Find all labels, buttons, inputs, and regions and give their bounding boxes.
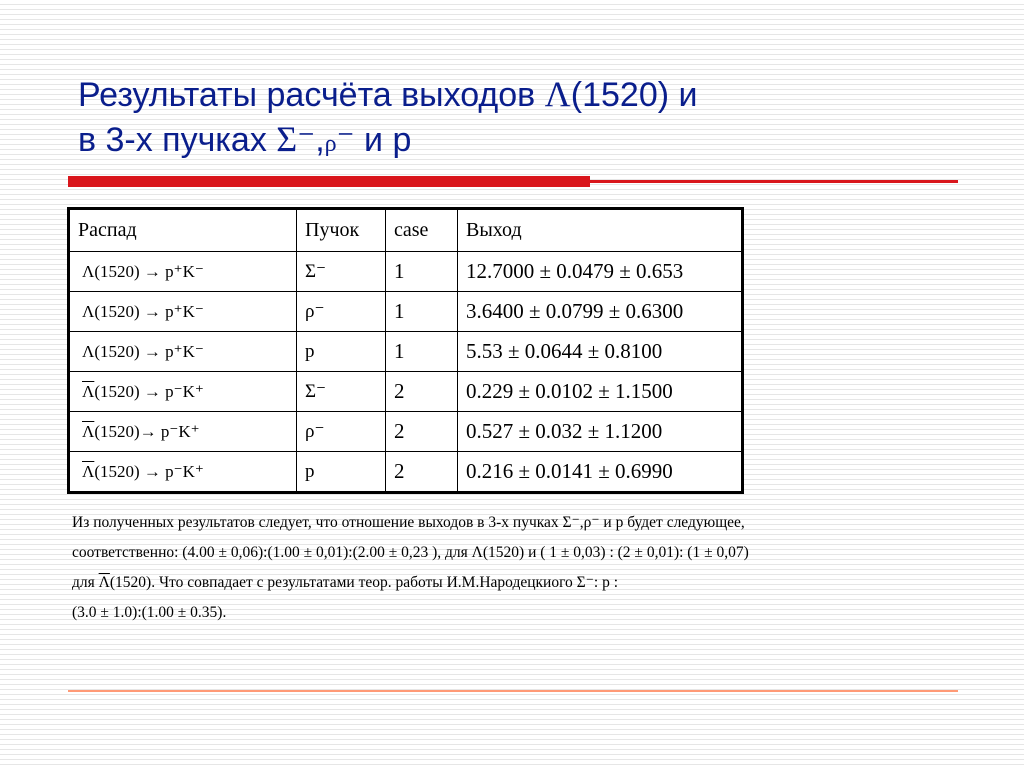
yield-cell: 12.7000 ± 0.0479 ± 0.653 xyxy=(458,252,743,292)
table-row xyxy=(69,252,743,292)
table-row xyxy=(69,332,743,372)
decay-cell: Λ(1520) → p⁺K⁻ xyxy=(69,292,297,332)
header-decay: Распад xyxy=(69,209,297,252)
table-header-row xyxy=(69,209,743,252)
antilambda-symbol: $\overline{\Lambda}$ xyxy=(82,461,95,481)
lambda-symbol: Λ xyxy=(544,74,571,114)
yield-cell: 5.53 ± 0.0644 ± 0.8100 xyxy=(458,332,743,372)
title-divider-thick xyxy=(68,176,590,187)
beam-cell: p xyxy=(297,452,386,493)
decay-cell: Λ(1520) → p⁺K⁻ xyxy=(69,252,297,292)
beam-cell: ρ⁻ xyxy=(297,412,386,452)
antilambda-symbol: $\overline{\Lambda}$ xyxy=(82,381,95,401)
footer-divider xyxy=(68,690,958,692)
title-line-1: Результаты расчёта выходов Λ(1520) и xyxy=(78,74,698,114)
yield-cell: 0.229 ± 0.0102 ± 1.1500 xyxy=(458,372,743,412)
table-row xyxy=(69,412,743,452)
yield-cell: 0.527 ± 0.032 ± 1.1200 xyxy=(458,412,743,452)
table-row xyxy=(69,452,743,493)
conclusion-line-4: (3.0 ± 1.0):(1.00 ± 0.35). xyxy=(72,604,227,621)
conclusion-line-2: соответственно: (4.00 ± 0,06):(1.00 ± 0,01):(2.00 ± 0,23 ), для Λ(1520) и ( 1 ± 0,03) : (2 ± 0,01): (1 ± 0,07) xyxy=(72,544,749,561)
decay-cell: $\overline{\Lambda}(1520)\to p^-K^+$ xyxy=(69,412,297,452)
yield-cell: 0.216 ± 0.0141 ± 0.6990 xyxy=(458,452,743,493)
case-cell: 1 xyxy=(386,292,458,332)
case-cell: 2 xyxy=(386,452,458,493)
yields-table xyxy=(67,207,744,494)
yield-cell: 3.6400 ± 0.0799 ± 0.6300 xyxy=(458,292,743,332)
conclusion-line-3: для $\overline{\Lambda}(1520)$. Что совпадает с результатами теор. работы И.М.Народецкиого Σ⁻: p : xyxy=(72,574,618,591)
decay-cell: $\overline{\Lambda}(1520) \to p^-K^+$ xyxy=(69,372,297,412)
decay-cell: Λ(1520) → p⁺K⁻ xyxy=(69,332,297,372)
case-cell: 2 xyxy=(386,372,458,412)
table-row xyxy=(69,372,743,412)
beam-cell: Σ⁻ xyxy=(297,372,386,412)
rho-symbol: ρ xyxy=(324,131,337,157)
conclusion-line-1: Из полученных результатов следует, что отношение выходов в 3-х пучках Σ⁻,ρ⁻ и p будет следующее, xyxy=(72,514,745,531)
table-row xyxy=(69,292,743,332)
beam-cell: ρ⁻ xyxy=(297,292,386,332)
title-divider-thin xyxy=(590,180,958,183)
header-case: case xyxy=(386,209,458,252)
header-yield: Выход xyxy=(458,209,743,252)
case-cell: 2 xyxy=(386,412,458,452)
beam-cell: p xyxy=(297,332,386,372)
beam-cell: Σ⁻ xyxy=(297,252,386,292)
case-cell: 1 xyxy=(386,332,458,372)
conclusion-text xyxy=(72,508,952,628)
title-line-2: в 3-х пучках Σ⁻,ρ⁻ и p xyxy=(78,119,412,159)
slide-title xyxy=(78,72,958,166)
sigma-symbol: Σ xyxy=(276,119,298,159)
antilambda-symbol: $\overline{\Lambda}$ xyxy=(82,421,95,441)
decay-cell: $\overline{\Lambda}(1520) \to p^-K^+$ xyxy=(69,452,297,493)
case-cell: 1 xyxy=(386,252,458,292)
header-beam: Пучок xyxy=(297,209,386,252)
antilambda-symbol: $\overline{\Lambda}$ xyxy=(98,574,110,591)
